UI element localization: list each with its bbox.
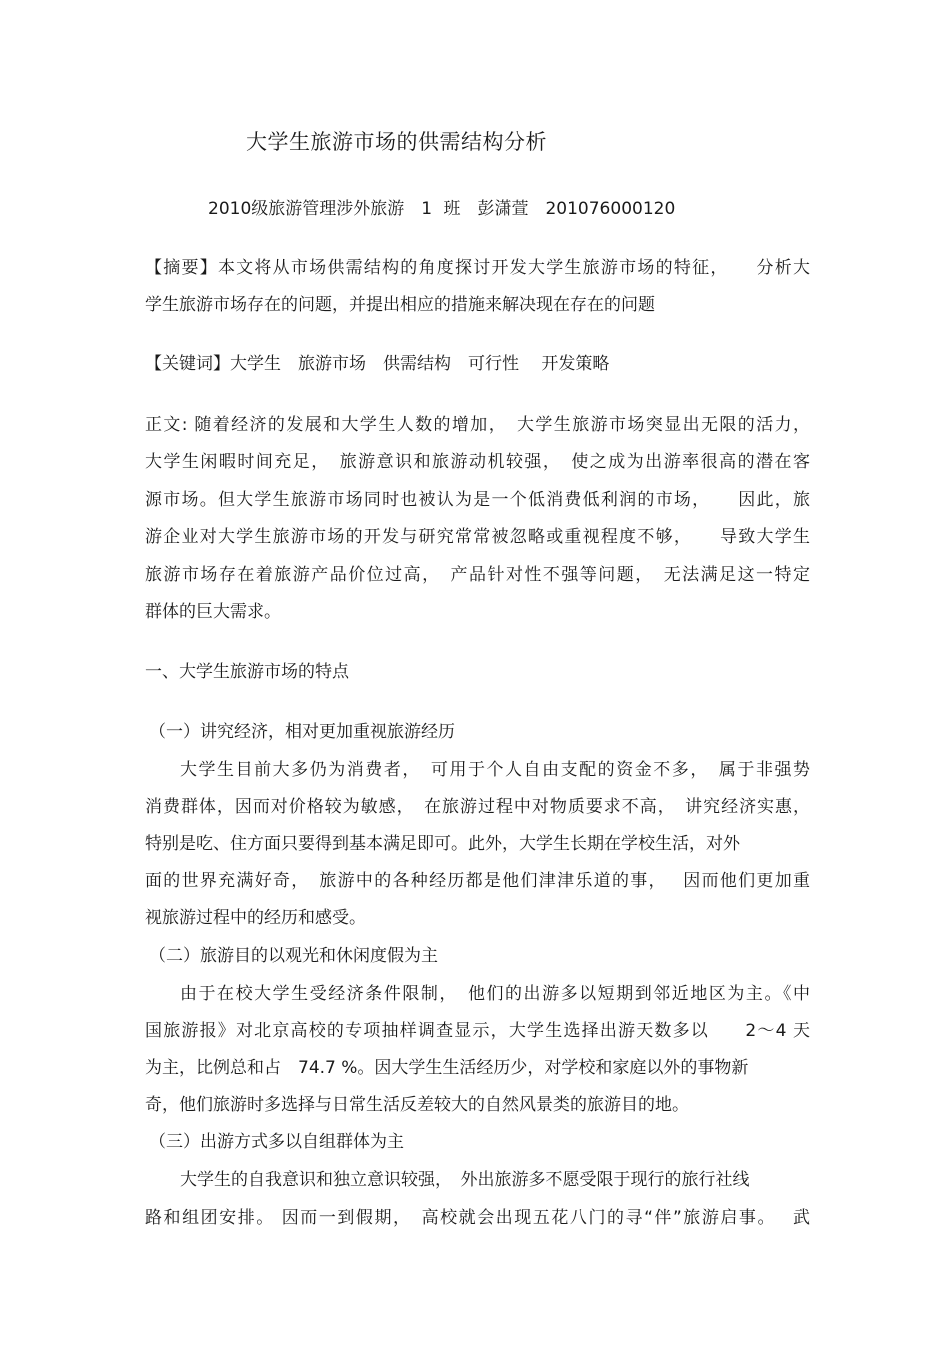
intro-line-6: 群体的巨大需求。 (145, 602, 281, 622)
subsection-1-line-3: 特别是吃、住方面只要得到基本满足即可。此外，大学生长期在学校生活，对外 (145, 834, 740, 854)
subsection-1-line-1: 大学生目前大多仍为消费者， 可用于个人自由支配的资金不多， 属于非强势 (180, 760, 810, 780)
subsection-1-line-5: 视旅游过程中的经历和感受。 (145, 908, 366, 928)
document-title: 大学生旅游市场的供需结构分析 (246, 130, 547, 154)
subsection-2-line-1: 由于在校大学生受经济条件限制， 他们的出游多以短期到邻近地区为主。《中 (180, 984, 810, 1004)
section-1-heading: 一、大学生旅游市场的特点 (145, 662, 349, 682)
subsection-3-line-1: 大学生的自我意识和独立意识较强， 外出旅游多不愿受限于现行的旅行社线 (180, 1170, 750, 1190)
author-line: 2010级旅游管理涉外旅游 1 班 彭潇萱 201076000120 (208, 199, 676, 219)
abstract-line-2: 学生旅游市场存在的问题，并提出相应的措施来解决现在存在的问题 (145, 295, 655, 315)
subsection-1-line-2: 消费群体，因而对价格较为敏感， 在旅游过程中对物质要求不高， 讲究经济实惠， (145, 797, 810, 817)
subsection-2-line-4: 奇，他们旅游时多选择与日常生活反差较大的自然风景类的旅游目的地。 (145, 1095, 689, 1115)
subsection-3-heading: （三）出游方式多以自组群体为主 (149, 1132, 404, 1152)
subsection-2-line-3: 为主，比例总和占 74.7 %。因大学生生活经历少，对学校和家庭以外的事物新 (145, 1058, 749, 1078)
subsection-2-heading: （二）旅游目的以观光和休闲度假为主 (149, 946, 438, 966)
intro-line-1: 正文: 随着经济的发展和大学生人数的增加， 大学生旅游市场突显出无限的活力， (145, 415, 810, 435)
intro-line-3: 源市场。但大学生旅游市场同时也被认为是一个低消费低利润的市场， 因此，旅 (145, 490, 810, 510)
subsection-2-line-2: 国旅游报》对北京高校的专项抽样调查显示，大学生选择出游天数多以 2～4 天 (145, 1021, 810, 1041)
intro-line-5: 旅游市场存在着旅游产品价位过高， 产品针对性不强等问题， 无法满足这一特定 (145, 565, 810, 585)
abstract-line-1: 【摘要】本文将从市场供需结构的角度探讨开发大学生旅游市场的特征， 分析大 (145, 258, 810, 278)
keywords-line: 【关键词】大学生 旅游市场 供需结构 可行性 开发策略 (145, 354, 610, 374)
subsection-1-heading: （一）讲究经济，相对更加重视旅游经历 (149, 722, 455, 742)
intro-line-4: 游企业对大学生旅游市场的开发与研究常常被忽略或重视程度不够， 导致大学生 (145, 527, 810, 547)
subsection-3-line-2: 路和组团安排。 因而一到假期， 高校就会出现五花八门的寻“伴”旅游启事。 武 (145, 1208, 810, 1228)
intro-line-2: 大学生闲暇时间充足， 旅游意识和旅游动机较强， 使之成为出游率很高的潜在客 (145, 452, 810, 472)
subsection-1-line-4: 面的世界充满好奇， 旅游中的各种经历都是他们津津乐道的事， 因而他们更加重 (145, 871, 810, 891)
